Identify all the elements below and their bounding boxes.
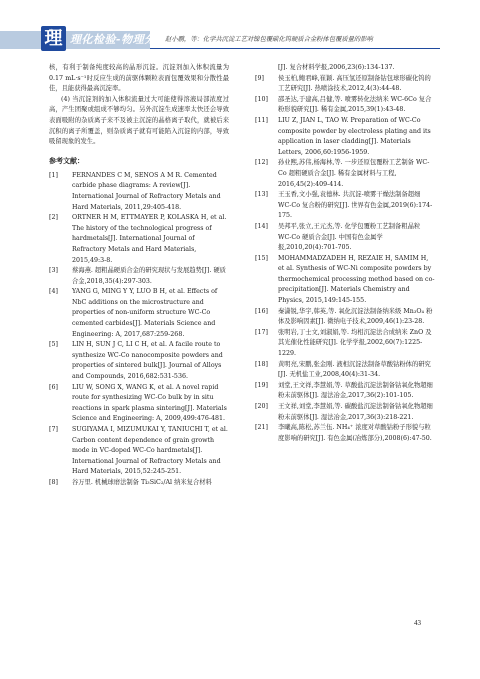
reference-number: [1] — [49, 171, 58, 179]
reference-item — [255, 222, 435, 254]
reference-number: [4] — [49, 288, 58, 296]
reference-number: [20] — [255, 403, 268, 410]
reference-item — [49, 383, 229, 425]
reference-item — [255, 95, 435, 116]
reference-item — [49, 287, 229, 340]
reference-text: 刘堂,王文祥,李慧娟,等. 草酸盐沉淀法制备钴氧化物超细粉末前驱体[J]. 湿法冶金,2017,36(2):101-105. — [278, 381, 433, 400]
reference-number: [7] — [49, 426, 58, 433]
left-column — [49, 63, 229, 489]
reference-text: 邵圣达,于建高,吕健,等. 喷雾转化法纳米 WC-6Co 复合粉形貌研究[J]. 稀有金属,2015,39(1):43-48. — [278, 95, 432, 114]
reference-number: [21] — [255, 424, 268, 432]
header-rule — [150, 48, 440, 49]
reference-number: [9] — [255, 74, 264, 82]
reference-text: MOHAMMADZADEH H, REZAIE H, SAMIM H, et al. Synthesis of WC-Ni composite powders by thermochemical processing method based on co-precipitation[J]. Materials Chemistry and Physics, 2015,149:145-155. — [278, 254, 435, 305]
reference-text: YANG G, MING Y Y, LUO B H, et al. Effects of NbC additions on the microstructure and properties of non-uniform structure WC-Co cemented carbides[J]. Materials Science and Engineering: A, 2017,687:259-268. — [72, 288, 218, 338]
reference-number: [2] — [49, 214, 58, 222]
reference-text: 吴邦平,张立,王元杰,等. 化学包覆粉工艺制备粗晶粒 WC-Co 硬质合金[J]. 中国有色金属学报,2010,20(4):701-705. — [278, 222, 421, 252]
reference-item — [255, 254, 435, 307]
reference-item — [255, 423, 435, 444]
reference-item — [49, 266, 229, 287]
reference-text: FERNANDES C M, SENOS A M R. Cemented carbide phase diagrams: A review[J]. International Journal of Refractory Metals and Hard Materials, 2011,29:405-418. — [72, 171, 221, 211]
reference-item — [49, 425, 229, 478]
reference-item — [49, 478, 229, 489]
body-paragraph-4: (4) 当沉淀剂的加入体积流量过大可能使得溶液局部浓度过高，产生团聚或组成不够均匀。另外沉淀生成速率太快还会导致表面吸附的杂质离子来不及被主沉淀的晶格离子取代，就被后来沉积的离子所覆盖，则杂质离子就有可能陷入沉淀的内部，导致吸留现象的发生。 — [49, 95, 229, 146]
reference-item — [255, 360, 435, 381]
reference-text: 谷万里. 机械球磨法制备 Ti₃SiC₂/Al 纳米复合材料 — [72, 478, 212, 486]
reference-list-left — [49, 171, 229, 489]
reference-item — [255, 381, 435, 402]
reference-text: 王玉香,文小强,袁德林. 共沉淀-喷雾干燥法制备超细 WC-Co 复合粉的研究[J]. 世界有色金属,2019(6):174-175. — [278, 191, 433, 220]
reference-text: 李曦高,陈松,苏兰伍. NH₄⁺ 浓度对草酸钴粉子形貌与粒度影响的研究[J]. 有色金属(冶炼部分),2008(6):47-50. — [278, 424, 432, 442]
reference-item — [49, 340, 229, 382]
reference-item — [49, 171, 229, 213]
reference-number: [11] — [255, 116, 268, 124]
reference-text: ORTNER H M, ETTMAYER P, KOLASKA H, et al. The history of the technological progress of hardmetals[J]. International Journal of Refractory Metals and Hard Materials, 2015,49:3-8. — [72, 214, 227, 264]
reference-text: LIU Z, JIAN L, TAO W. Preparation of WC-Co composite powder by electroless plating and its application in laser cladding[J]. Materials Letters, 2006,60:1956-1959. — [278, 116, 431, 156]
reference-item — [255, 158, 435, 190]
reference-number: [6] — [49, 383, 58, 391]
reference-text: SUGIYAMA I, MIZUMUKAI Y, TANIUCHI T, et al. Carbon content dependence of grain growth mode in VC-doped WC-Co hardmetals[J]. International Journal of Refractory Metals and Hard Materials, 2015,52:245-251. — [72, 426, 228, 476]
reference-number: [15] — [255, 254, 268, 262]
journal-logo — [41, 26, 66, 51]
reference-number: [18] — [255, 360, 268, 368]
reference-number: [3] — [49, 267, 58, 275]
reference-number: [12] — [255, 159, 268, 167]
references-heading: 参考文献： — [49, 156, 84, 165]
reference-number: [13] — [255, 191, 268, 199]
running-title: 赵小鹏，等：化学共沉淀工艺对镍包覆碳化钨硬质合金粉体包覆质量的影响 — [165, 36, 373, 43]
reference-number: [17] — [255, 328, 268, 336]
reference-text: 蔡海燕. 超粗晶硬质合金的研究现状与发展趋势[J]. 硬质合金,2018,35(4):297-303. — [72, 267, 226, 285]
reference-item — [255, 328, 435, 360]
reference-item — [49, 213, 229, 266]
right-column — [255, 63, 435, 444]
reference-text: 侯玉柏,鲍君峰,崔颖. 高压氢还原制备钴包球形碳化钨的工艺研究[J]. 热喷涂技术,2012,4(3):44-48. — [278, 74, 431, 93]
reference-number: [19] — [255, 381, 268, 389]
reference-item — [255, 190, 435, 222]
page-number: 43 — [414, 619, 421, 627]
logo-char: 理 — [44, 28, 63, 49]
reference-number: [10] — [255, 95, 268, 103]
reference-item — [255, 307, 435, 328]
body-paragraph: 核，有利于制备纯度较高的晶形沉淀。沉淀剂加入体积流量为0.17 mL·s⁻¹时反应生成的前驱体颗粒表面包覆效果和分散性最佳，且能获得最高沉淀率。 — [49, 64, 229, 93]
reference-text: 黄明亮,宋鹏,张金刚. 液相沉淀法制备草酸钴粉体的研究[J]. 无机盐工业,2008,40(4):31-34. — [278, 360, 431, 379]
reference-text: LIU W, SONG X, WANG K, et al. A novel rapid route for synthesizing WC-Co bulk by in situ reactions in spark plasma sintering[J]. Materials Science and Engineering: A, 2009,499:476-481. — [72, 383, 227, 423]
reference-text: 张明岩,丁士文,刘淑娟,等. 均相沉淀法合成纳米 ZnO 及其光催化性能研究[J]. 化学学报,2002,60(7):1225-1229. — [278, 328, 432, 358]
reference-list-right — [255, 74, 435, 445]
reference-text: 王文祥,刘堂,李慧娟,等. 碳酸盐沉淀法制备钴氧化物超细粉末前驱体[J]. 湿法冶金,2017,36(3):218-221. — [278, 403, 433, 421]
reference-text: 孙业熙,苏伟,杨海林,等. 一步还原包覆粉工艺制备 WC-Co 超粗硬质合金[J]. 稀有金属材料与工程, 2016,45(2):409-414. — [278, 159, 430, 188]
reference-number: [14] — [255, 222, 268, 230]
journal-name: 理化检验-物理分册 — [70, 33, 168, 46]
reference-item — [255, 74, 435, 95]
reference-continuation — [255, 63, 435, 74]
reference-text: 秦潇锐,华宇,韩英,等. 氧化沉淀法制备纳米级 Mn₃O₄ 粉体及影响因素[J]. 微纳电子技术,2009,46(1):23-28. — [278, 307, 433, 326]
reference-number: [8] — [49, 478, 58, 486]
reference-number: [5] — [49, 341, 58, 349]
reference-item — [255, 402, 435, 423]
reference-text: LIN H, SUN J C, LI C H, et al. A facile route to synthesize WC-Co nanocomposite powders and properties of sintered bulk[J]. Journal of Alloys and Compounds, 2016,682:531-536. — [72, 341, 223, 381]
reference-text: [J]. 复合材料学报,2006,23(6):134-137. — [278, 64, 395, 71]
reference-number: [16] — [255, 307, 268, 315]
reference-item — [255, 116, 435, 158]
